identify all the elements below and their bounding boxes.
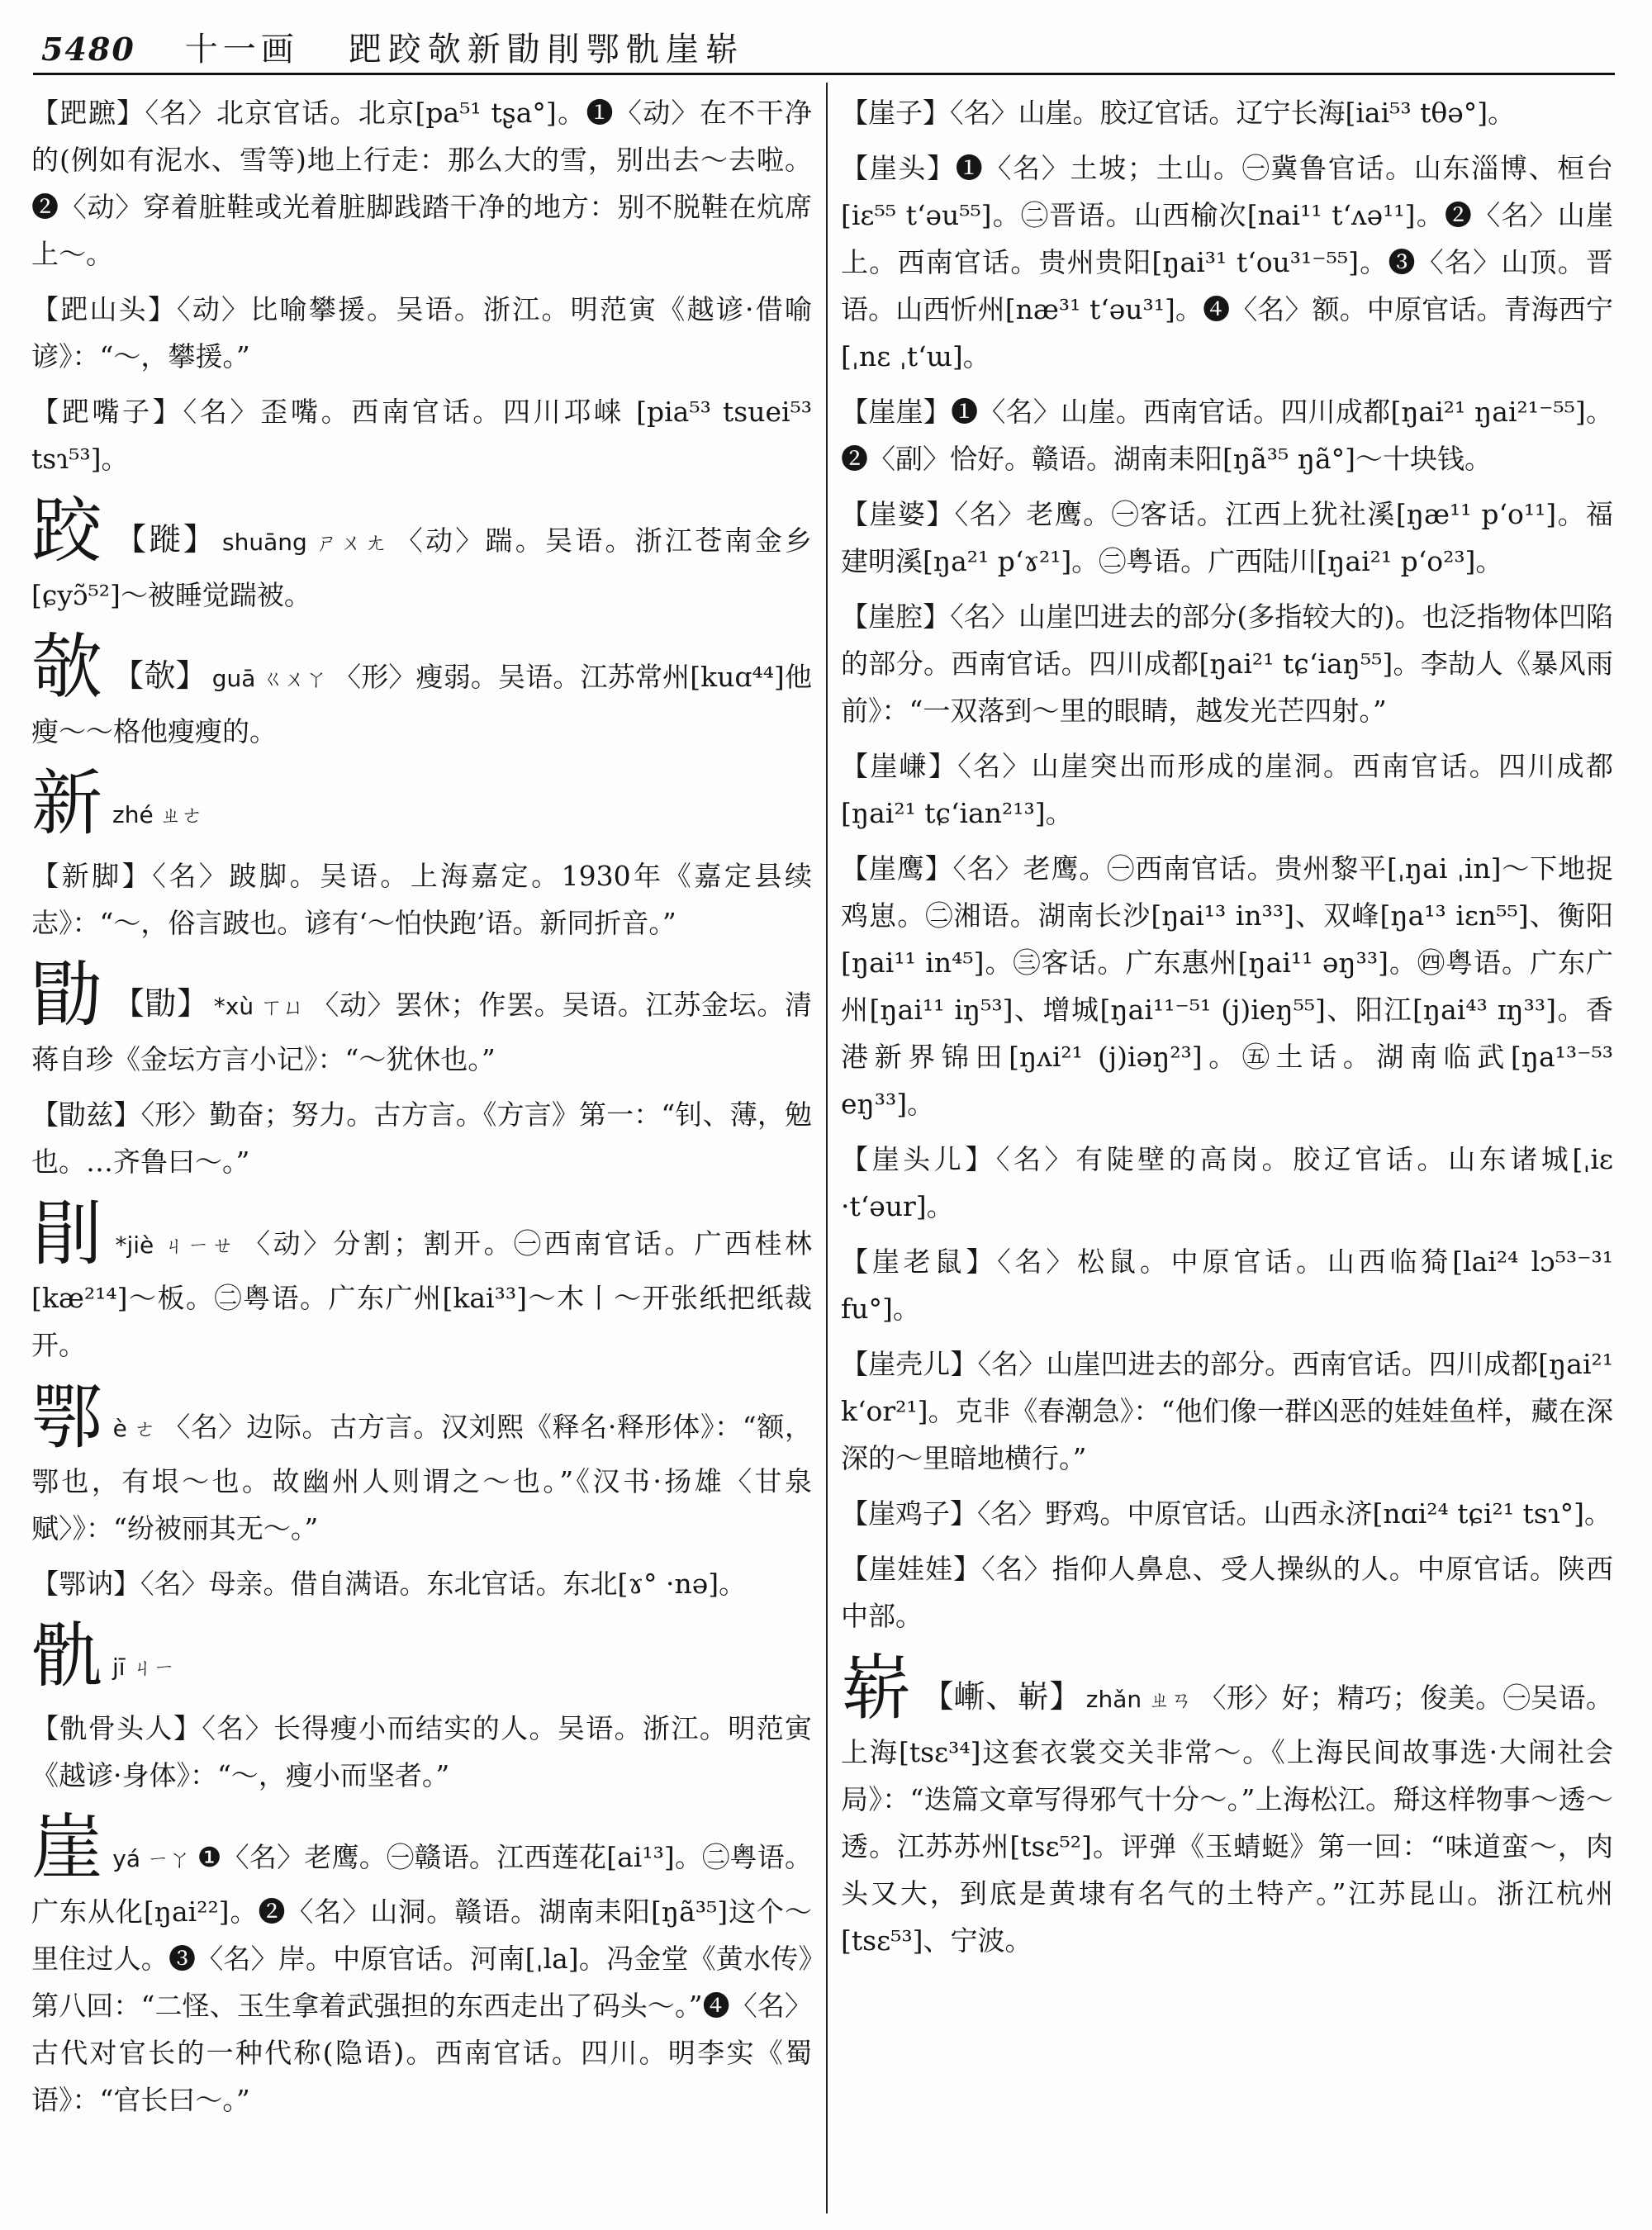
entry: 【崖壳儿】〈名〉山崖凹进去的部分。西南官话。四川成都[ŋai²¹ k‘or²¹]。克非《春潮急》：“他们像一群凶恶的娃娃鱼样，藏在深深的～里暗地横行。”	[841, 1348, 1613, 1474]
entry: 【崖鹰】〈名〉老鹰。㊀西南官话。贵州黎平[ˌŋai ˌin]～下地捉鸡崽。㊁湘语。湖南长沙[ŋai¹³ in³³]、双峰[ŋa¹³ iɛn⁵⁵]、衡阳[ŋai¹¹ in⁴⁵]。㊂客话。广东惠州[ŋai¹¹ əŋ³³]。㊃粤语。广东广州[ŋai¹¹ iŋ⁵³]、增城[ŋai¹¹⁻⁵¹ (j)ieŋ⁵⁵]、阳江[ŋai⁴³ ɪŋ³³]。香港新界锦田[ŋʌi²¹ (j)iəŋ²³]。㊄土话。湖南临武[ŋa¹³⁻⁵³ eŋ³³]。	[841, 852, 1613, 1120]
entry: 【勖兹】〈形〉勤奋；努力。古方言。《方言》第一：“钊、薄，勉也。…齐鲁曰～。”	[31, 1098, 812, 1178]
pinyin: jī	[112, 1654, 126, 1681]
headword: 骩	[31, 1615, 102, 1697]
zhuyin: ㄓㄢ	[1148, 1688, 1193, 1713]
entry: 【崖头儿】〈名〉有陡壁的高岗。胶辽官话。山东诸城[ˌiɛ ·t‘əur]。	[841, 1143, 1613, 1222]
pinyin: *xù	[213, 993, 254, 1020]
headword: 新	[31, 762, 102, 845]
entry: 【骩骨头人】〈名〉长得瘦小而结实的人。吴语。浙江。明范寅《越谚·身体》：“～，瘦小而坚者。”	[31, 1712, 812, 1791]
entry: 【鄂讷】〈名〉母亲。借自满语。东北官话。东北[ɤ° ·nə]。	[31, 1568, 747, 1600]
zhuyin: ㄜ	[133, 1417, 157, 1442]
pinyin: guā	[211, 665, 256, 692]
definition: 〈形〉瘦弱。吴语。江苏常州[kuɑ⁴⁴]他瘦～～格他瘦瘦的。	[31, 661, 812, 747]
headword: 鄂	[31, 1376, 103, 1459]
headword-entry	[31, 491, 812, 619]
right-column	[841, 89, 1613, 1972]
headword: 欹	[31, 626, 103, 709]
zhuyin: ㄒㄩ	[260, 995, 306, 1020]
column-divider	[826, 83, 828, 2213]
variant-form: 【嶃、嶄】	[922, 1678, 1081, 1715]
stroke-count-label: 十一画	[184, 31, 299, 69]
pinyin: è	[112, 1415, 127, 1442]
variant-form: 【欹】	[112, 657, 207, 694]
variant-form: 【蹝】	[115, 521, 217, 558]
entry: 【崖娃娃】〈名〉指仰人鼻息、受人操纵的人。中原官话。陕西中部。	[841, 1553, 1613, 1632]
entry: 【崖婆】〈名〉老鹰。㊀客话。江西上犹社溪[ŋæ¹¹ p‘o¹¹]。福建明溪[ŋa²¹ p‘ɤ²¹]。㊁粤语。广西陆川[ŋai²¹ p‘o²³]。	[841, 498, 1613, 577]
definition: 〈名〉边际。古方言。汉刘熙《释名·释形体》：“额，鄂也，有垠～也。故幽州人则谓之～也。”《汉书·扬雄〈甘泉赋〉》：“纷被丽其无～。”	[31, 1411, 812, 1544]
zhuyin: ㄧㄚ	[147, 1848, 191, 1872]
pinyin: zhǎn	[1085, 1686, 1142, 1713]
headword: 崖	[31, 1806, 103, 1889]
headword-entry	[31, 627, 812, 755]
pinyin: zhé	[112, 801, 154, 828]
header-rule	[33, 73, 1615, 75]
definition: 〈动〉罢休；作罢。吴语。江苏金坛。清蒋自珍《金坛方言小记》：“～犹休也。”	[31, 989, 813, 1075]
entry: 【崖鸡子】〈名〉野鸡。中原官话。山西永济[nɑi²⁴ tɕi²¹ tsɿ°]。	[841, 1497, 1612, 1530]
headword-entry	[31, 763, 812, 844]
entry: 【崖腔】〈名〉山崖凹进去的部分(多指较大的)。也泛指物体凹陷的部分。西南官话。四川成都[ŋai²¹ tɕ‘iaŋ⁵⁵]。李劼人《暴风雨前》：“一双落到～里的眼睛，越发光芒四射。”	[841, 600, 1613, 727]
headword: 勖	[31, 954, 103, 1037]
entry: 【崖子】〈名〉山崖。胶辽官话。辽宁长海[iai⁵³ tθə°]。	[841, 97, 1516, 129]
zhuyin: ㄕㄨㄤ	[313, 531, 389, 556]
entry: 【跁山头】〈动〉比喻攀援。吴语。浙江。明范寅《越谚·借喻谚》：“～，攀援。”	[31, 293, 812, 372]
entry: 【新脚】〈名〉跛脚。吴语。上海嘉定。1930年《嘉定县续志》：“～，俗言跛也。谚有‘～怕快跑’语。新同折音。”	[31, 860, 812, 939]
variant-form: 【勖】	[112, 985, 209, 1022]
headword: 崭	[841, 1647, 913, 1729]
zhuyin: ㄍㄨㄚ	[262, 667, 328, 692]
definition: 〈动〉踹。吴语。浙江苍南金乡[ɕyɔ̃⁵²]～被睡觉踹被。	[31, 524, 812, 611]
page-header	[41, 23, 1611, 73]
entry: 【崖嵰】〈名〉山崖突出而形成的崖洞。西南官话。四川成都[ŋai²¹ tɕ‘ian²¹³]。	[841, 750, 1613, 829]
left-column	[31, 89, 812, 2132]
pinyin: yá	[112, 1845, 140, 1872]
headword-entry	[31, 1193, 812, 1369]
definition: 〈动〉分割；割开。㊀西南官话。广西桂林[kæ²¹⁴]～板。㊁粤语。广东广州[kai³³]～木丨～开张纸把纸裁开。	[31, 1227, 813, 1361]
entry: 【崖头】❶〈名〉土坡；土山。㊀冀鲁官话。山东淄博、桓台[iɛ⁵⁵ t‘əu⁵⁵]。㊁晋语。山西榆次[nai¹¹ t‘ʌə¹¹]。❷〈名〉山崖上。西南官话。贵州贵阳[ŋai³¹ t‘ou³¹⁻⁵⁵]。❸〈名〉山顶。晋语。山西忻州[næ³¹ t‘əu³¹]。❹〈名〉额。中原官话。青海西宁[ˌnɛ ˌt‘ɯ]。	[841, 152, 1613, 372]
headword-entry	[31, 955, 812, 1083]
pinyin: shuāng	[222, 529, 307, 556]
page-number: 5480	[41, 31, 135, 68]
entry: 【跁嘴子】〈名〉歪嘴。西南官话。四川邛崃 [pia⁵³ tsuei⁵³ tsɿ⁵³]。	[31, 396, 812, 475]
pinyin: *jiè	[115, 1231, 154, 1259]
header-character-index: 跁跤欹新勖剈鄂骩崖崭	[348, 31, 745, 69]
zhuyin: ㄓㄜ	[159, 804, 203, 828]
headword: 跤	[31, 490, 106, 572]
zhuyin: ㄐㄧㄝ	[160, 1234, 237, 1259]
entry: 【崖崖】❶〈名〉山崖。西南官话。四川成都[ŋai²¹ ŋai²¹⁻⁵⁵]。❷〈副〉恰好。赣语。湖南耒阳[ŋã³⁵ ŋã°]～十块钱。	[841, 396, 1613, 475]
headword-entry	[841, 1648, 1613, 1964]
definition: 〈形〉好；精巧；俊美。㊀吴语。上海[tsɛ³⁴]这套衣裳交关非常～。《上海民间故事选·大闹社会局》：“迭篇文章写得邪气十分～。”上海松江。搿这样物事～透～透。江苏苏州[tsɛ⁵²]。评弹《玉蜻蜓》第一回：“味道蛮～，肉头又大，到底是黄埭有名气的土特产。”江苏昆山。浙江杭州[tsɛ⁵³]、宁波。	[841, 1682, 1613, 1957]
entry: 【跁蹠】〈名〉北京官话。北京[pa⁵¹ tʂa°]。❶〈动〉在不干净的(例如有泥水、雪等)地上行走：那么大的雪，别出去～去啦。❷〈动〉穿着脏鞋或光着脏脚践踏干净的地方：别不脱鞋在炕席上～。	[31, 97, 812, 270]
headword-entry	[31, 1807, 812, 2123]
definition: ❶〈名〉老鹰。㊀赣语。江西莲花[ai¹³]。㊁粤语。广东从化[ŋai²²]。❷〈名〉山洞。赣语。湖南耒阳[ŋã³⁵]这个～里住过人。❸〈名〉岸。中原官话。河南[ˌla]。冯金堂《黄水传》第八回：“二怪、玉生拿着武强担的东西走出了码头～。”❹〈名〉古代对官长的一种代称(隐语)。西南官话。四川。明李实《蜀语》：“官长曰～。”	[31, 1841, 812, 2116]
headword-entry	[31, 1377, 812, 1552]
entry: 【崖老鼠】〈名〉松鼠。中原官话。山西临猗[lai²⁴ lɔ⁵³⁻³¹ fu°]。	[841, 1245, 1613, 1325]
zhuyin: ㄐㄧ	[131, 1656, 175, 1681]
headword: 剈	[31, 1193, 106, 1275]
headword-entry	[31, 1616, 812, 1696]
